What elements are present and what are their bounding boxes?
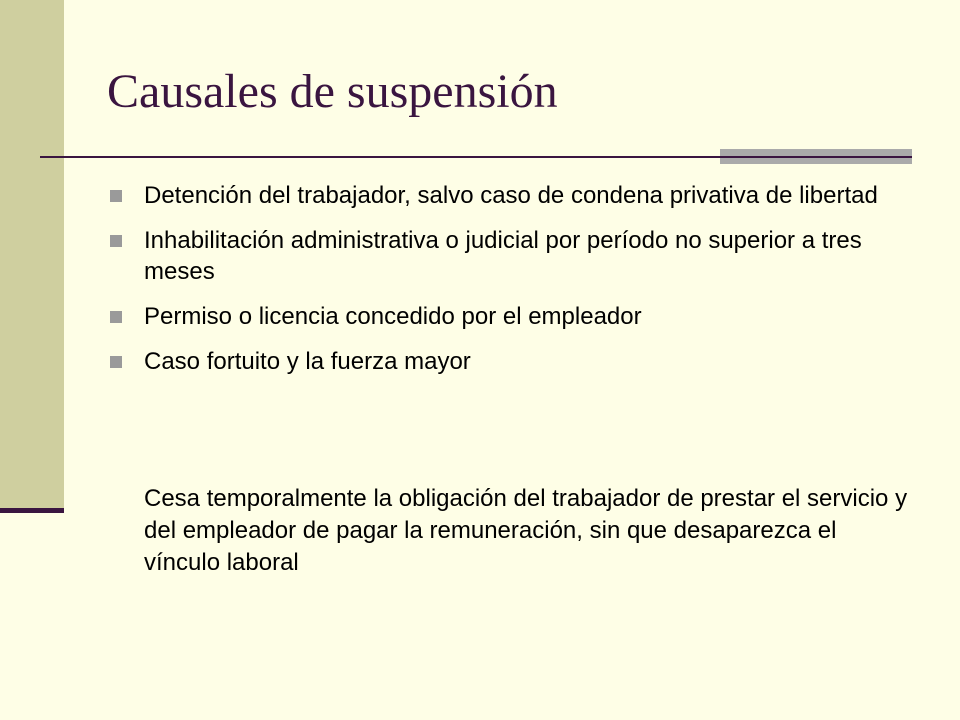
bullet-text: Caso fortuito y la fuerza mayor [144, 348, 471, 375]
bullet-text: Detención del trabajador, salvo caso de condena privativa de libertad [144, 182, 878, 209]
square-bullet-icon [110, 190, 122, 202]
slide-title: Causales de suspensión [107, 65, 558, 118]
bullet-item [108, 301, 908, 332]
square-bullet-icon [110, 356, 122, 368]
bullet-item [108, 180, 908, 211]
bullet-item [108, 346, 908, 377]
bullet-text: Inhabilitación administrativa o judicial por período no superior a tres meses [144, 227, 862, 285]
title-divider-gray-lower [720, 158, 912, 164]
square-bullet-icon [110, 235, 122, 247]
left-decorative-band [0, 0, 64, 510]
left-accent-line [0, 508, 64, 513]
bullet-item [108, 225, 908, 287]
square-bullet-icon [110, 311, 122, 323]
bullet-list [108, 180, 908, 391]
summary-paragraph: Cesa temporalmente la obligación del trabajador de prestar el servicio y del empleador de pagar la remuneración, sin que desaparezca el vínculo laboral [144, 485, 908, 576]
bullet-text: Permiso o licencia concedido por el empleador [144, 303, 642, 330]
title-divider-gray-upper [720, 149, 912, 156]
